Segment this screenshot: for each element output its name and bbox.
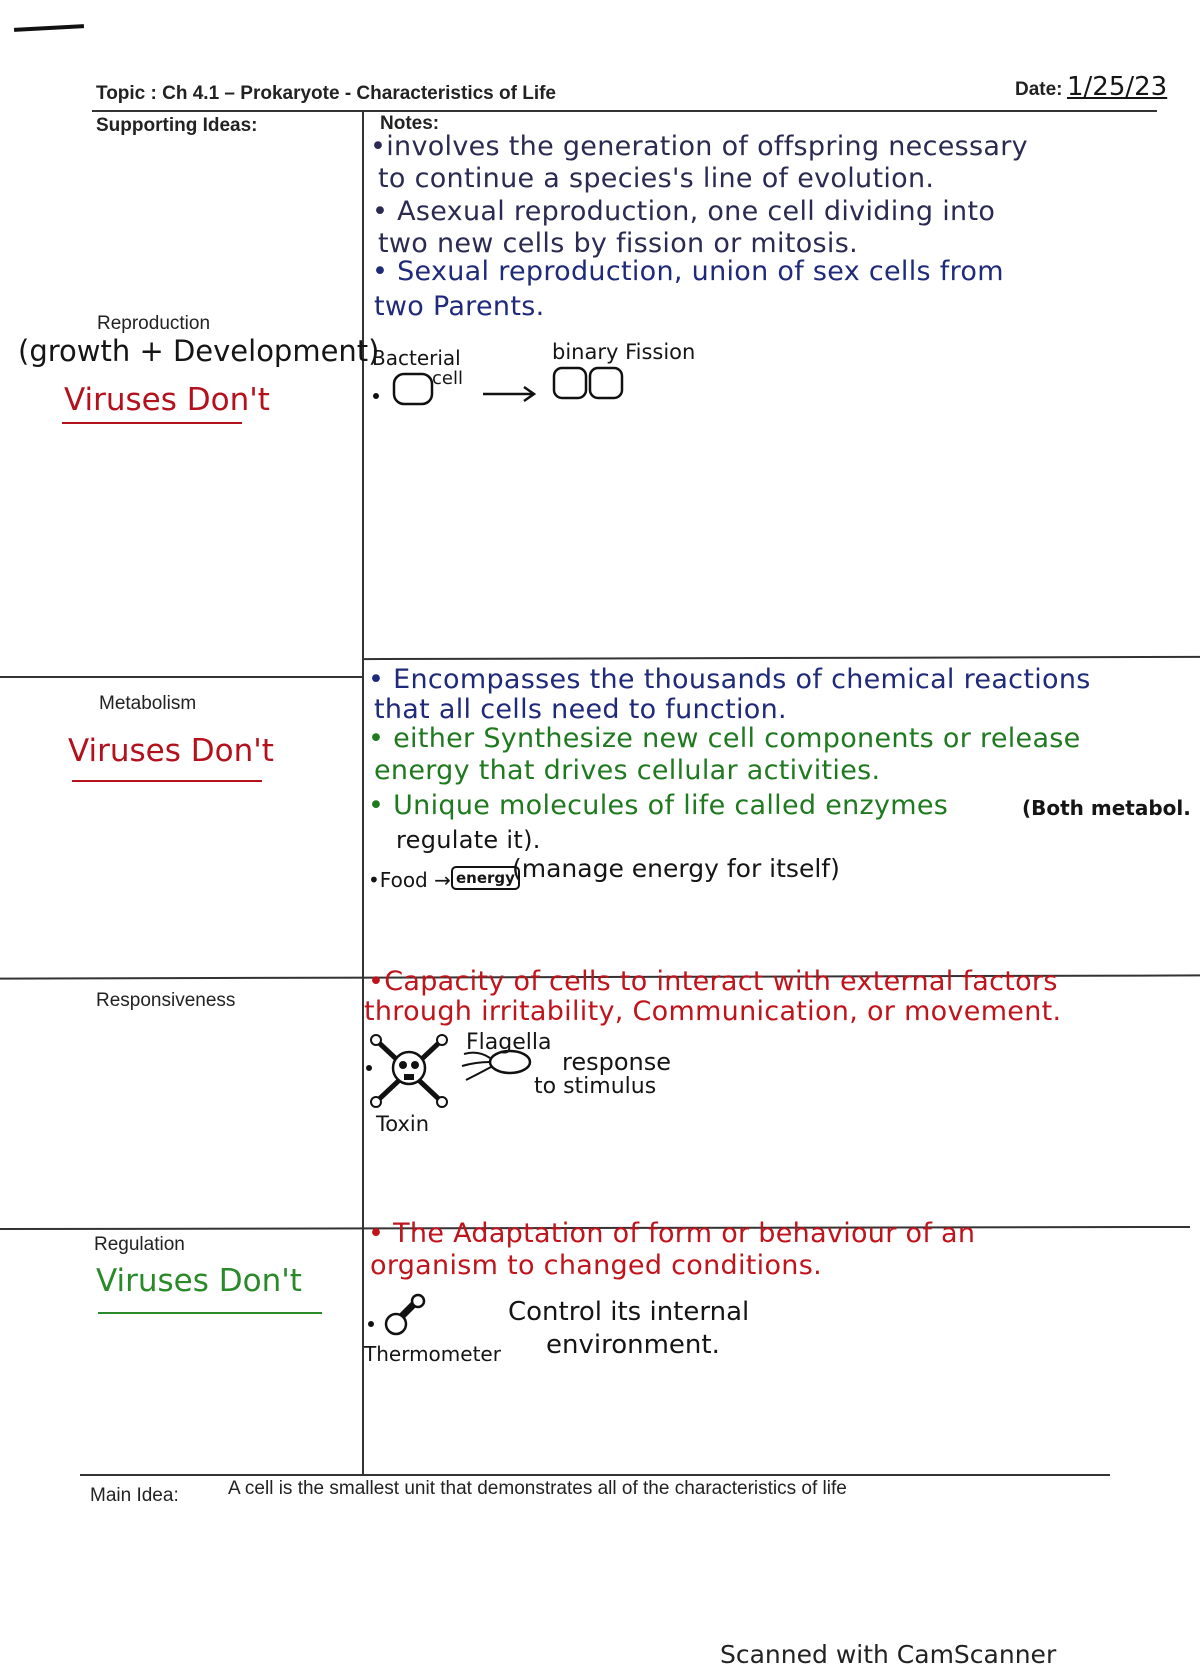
regulation-line-2: organism to changed conditions. — [370, 1250, 822, 1281]
reproduction-line-3: • Asexual reproduction, one cell dividing into — [372, 196, 996, 227]
date-label: Date: — [1015, 79, 1063, 100]
energy-box: energy — [451, 866, 520, 890]
supporting-ideas-label: Supporting Ideas: — [96, 115, 258, 136]
food-label: •Food → — [368, 868, 451, 892]
flagella-label: Flagella — [466, 1030, 552, 1055]
control-line-1: Control its internal — [508, 1297, 750, 1327]
toxin-label: Toxin — [376, 1112, 430, 1136]
metabolism-line-2: that all cells need to function. — [374, 694, 787, 725]
topic-heading: Topic : Ch 4.1 – Prokaryote - Characteristics of Life — [96, 83, 556, 104]
row-divider-1 — [0, 676, 362, 678]
responsiveness-line-1: •Capacity of cells to interact with external factors — [368, 966, 1058, 997]
bottom-rule — [80, 1474, 1110, 1476]
daughter-cell-icon-1 — [554, 368, 586, 398]
metabolism-line-5-aside: (Both metabol. — [1022, 796, 1191, 820]
reproduction-line-4: two new cells by fission or mitosis. — [378, 228, 858, 259]
binary-fission-diagram — [368, 360, 668, 410]
cell-label: cell — [432, 368, 463, 389]
manage-energy-note: (manage energy for itself) — [512, 854, 840, 883]
regulation-viruses-note: Viruses Don't — [96, 1263, 302, 1299]
thermometer-label: Thermometer — [364, 1342, 501, 1366]
control-line-2: environment. — [546, 1330, 720, 1360]
bullet-dot — [368, 1321, 374, 1327]
metabolism-line-6: regulate it). — [396, 826, 541, 854]
daughter-cell-icon-2 — [590, 368, 622, 398]
scanner-watermark: Scanned with CamScanner — [720, 1640, 1057, 1669]
date-value: 1/25/23 — [1066, 72, 1168, 102]
header-rule — [92, 110, 1157, 112]
bullet-dot — [373, 393, 379, 399]
bullet-dot — [366, 1065, 372, 1071]
metabolism-label: Metabolism — [99, 693, 197, 714]
reproduction-sublabel: (growth + Development) — [18, 334, 380, 368]
reproduction-line-6: two Parents. — [374, 291, 545, 322]
stimulus-label: to stimulus — [534, 1074, 657, 1099]
metabolism-line-1: • Encompasses the thousands of chemical reactions — [368, 664, 1091, 695]
metabolism-line-4: energy that drives cellular activities. — [374, 755, 881, 786]
main-idea-text: A cell is the smallest unit that demonstrates all of the characteristics of life — [228, 1478, 847, 1499]
reproduction-line-5: • Sexual reproduction, union of sex cells from — [372, 256, 1004, 287]
column-divider — [362, 110, 364, 1475]
reproduction-viruses-underline — [62, 422, 242, 424]
row-divider-1-right — [362, 656, 1200, 660]
reproduction-line-1: •involves the generation of offspring necessary — [370, 131, 1028, 162]
metabolism-viruses-underline — [72, 780, 262, 782]
metabolism-line-5: • Unique molecules of life called enzymes — [368, 790, 949, 821]
metabolism-viruses-note: Viruses Don't — [68, 733, 274, 769]
responsiveness-line-2: through irritability, Communication, or movement. — [364, 996, 1062, 1027]
reproduction-label: Reproduction — [97, 313, 211, 334]
toxin-skull-icon — [364, 1030, 454, 1110]
regulation-viruses-underline — [98, 1312, 322, 1314]
reproduction-viruses-note: Viruses Don't — [64, 382, 270, 418]
corner-mark — [14, 24, 84, 32]
binary-fission-label: binary Fission — [552, 340, 696, 364]
response-label: response — [562, 1048, 672, 1076]
bacterial-label: Bacterial — [372, 346, 461, 370]
regulation-label: Regulation — [94, 1234, 185, 1255]
date-field — [1015, 72, 1167, 102]
main-idea-label: Main Idea: — [90, 1485, 179, 1506]
regulation-line-1: • The Adaptation of form or behaviour of an — [368, 1218, 976, 1249]
thermometer-icon — [366, 1292, 446, 1342]
reproduction-line-2: to continue a species's line of evolution. — [378, 163, 935, 194]
notes-label: Notes: — [380, 113, 440, 134]
metabolism-line-3: • either Synthesize new cell components or release — [368, 723, 1081, 754]
responsiveness-label: Responsiveness — [96, 990, 236, 1011]
parent-cell-icon — [394, 374, 432, 404]
